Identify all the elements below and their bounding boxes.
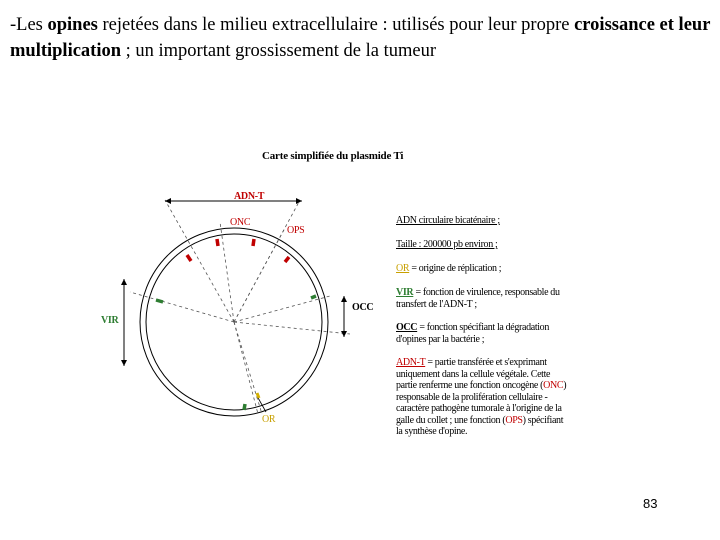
legend-item-adn-circulaire bbox=[396, 215, 500, 227]
radial-line-onc bbox=[220, 222, 234, 322]
legend-text: = partie transférée et s'exprimant uniquement dans la cellule végétale. Cette partie renferme une fonction oncogène ( bbox=[396, 357, 551, 391]
legend-key-occ: OCC bbox=[396, 322, 418, 333]
legend-key-adn-t: ADN-T bbox=[396, 357, 426, 368]
label-onc: ONC bbox=[230, 217, 251, 228]
marker-vir-top bbox=[156, 300, 163, 302]
radial-line-or bbox=[234, 322, 262, 414]
page-number: 83 bbox=[643, 496, 658, 511]
legend-text: = fonction de virulence, responsable du transfert de l'ADN-T ; bbox=[396, 287, 560, 310]
header-bold-growth: croissance et leur multiplication bbox=[10, 15, 711, 61]
diagram-title: Carte simplifiée du plasmide Ti bbox=[262, 150, 404, 162]
adnt-bracket-arrow-right bbox=[296, 198, 302, 204]
legend-key-onc: ONC bbox=[543, 380, 564, 391]
legend-text: ) spécifiant la synthèse d'opine. bbox=[396, 414, 564, 437]
legend-item-taille bbox=[396, 239, 497, 251]
radial-line-vir-top bbox=[130, 292, 234, 322]
legend-text: = origine de réplication ; bbox=[409, 263, 502, 274]
header-part2: rejetées dans le milieu extracellulaire : utilisés pour leur propre bbox=[97, 15, 575, 35]
label-adn-t: ADN-T bbox=[234, 191, 265, 202]
legend-key-ops: OPS bbox=[505, 414, 523, 426]
legend-key-vir: VIR bbox=[396, 287, 414, 298]
radial-line-vir-bottom bbox=[234, 322, 258, 414]
legend-text: ADN circulaire bicaténaire ; bbox=[396, 215, 500, 226]
vir-bracket-arrow-top bbox=[121, 279, 127, 285]
radial-line-ops bbox=[234, 228, 285, 322]
radial-line-adnt-left bbox=[165, 200, 234, 322]
label-ops: OPS bbox=[287, 225, 305, 236]
marker-ops-left bbox=[253, 239, 254, 246]
marker-occ bbox=[311, 296, 316, 298]
vir-bracket-arrow-bottom bbox=[121, 360, 127, 366]
adnt-bracket-arrow-left bbox=[165, 198, 171, 204]
radial-line-occ-bottom bbox=[234, 322, 350, 334]
marker-onc bbox=[217, 239, 218, 246]
label-occ: OCC bbox=[352, 302, 374, 313]
label-vir: VIR bbox=[101, 315, 119, 326]
header-part3: ; un important grossissement de la tumeur bbox=[121, 41, 436, 61]
header-bold-opines: opines bbox=[47, 15, 98, 35]
legend-text: = fonction spécifiant la dégradation d'opines par la bactérie ; bbox=[396, 322, 549, 345]
legend-key-or: OR bbox=[396, 263, 410, 274]
marker-or bbox=[257, 393, 259, 398]
occ-bracket-arrow-bottom bbox=[341, 331, 347, 337]
legend-text: Taille : 200000 pb environ ; bbox=[396, 239, 498, 250]
marker-vir-bottom bbox=[244, 404, 245, 410]
legend-item-adn-t bbox=[396, 357, 571, 438]
occ-bracket-arrow-top bbox=[341, 296, 347, 302]
legend-item-occ bbox=[396, 322, 576, 345]
marker-adnt-right bbox=[285, 257, 289, 262]
legend-text: ) responsable de la prolifération cellulaire - caractère pathogène tumorale à l'origine de la galle du collet ; une fonction ( bbox=[396, 380, 567, 426]
marker-adnt-left bbox=[187, 255, 191, 261]
header-part1: -Les bbox=[10, 15, 48, 35]
label-or: OR bbox=[262, 414, 276, 425]
legend-item-or bbox=[396, 263, 501, 275]
legend-item-vir bbox=[396, 287, 576, 310]
radial-line-occ-top bbox=[234, 296, 330, 322]
